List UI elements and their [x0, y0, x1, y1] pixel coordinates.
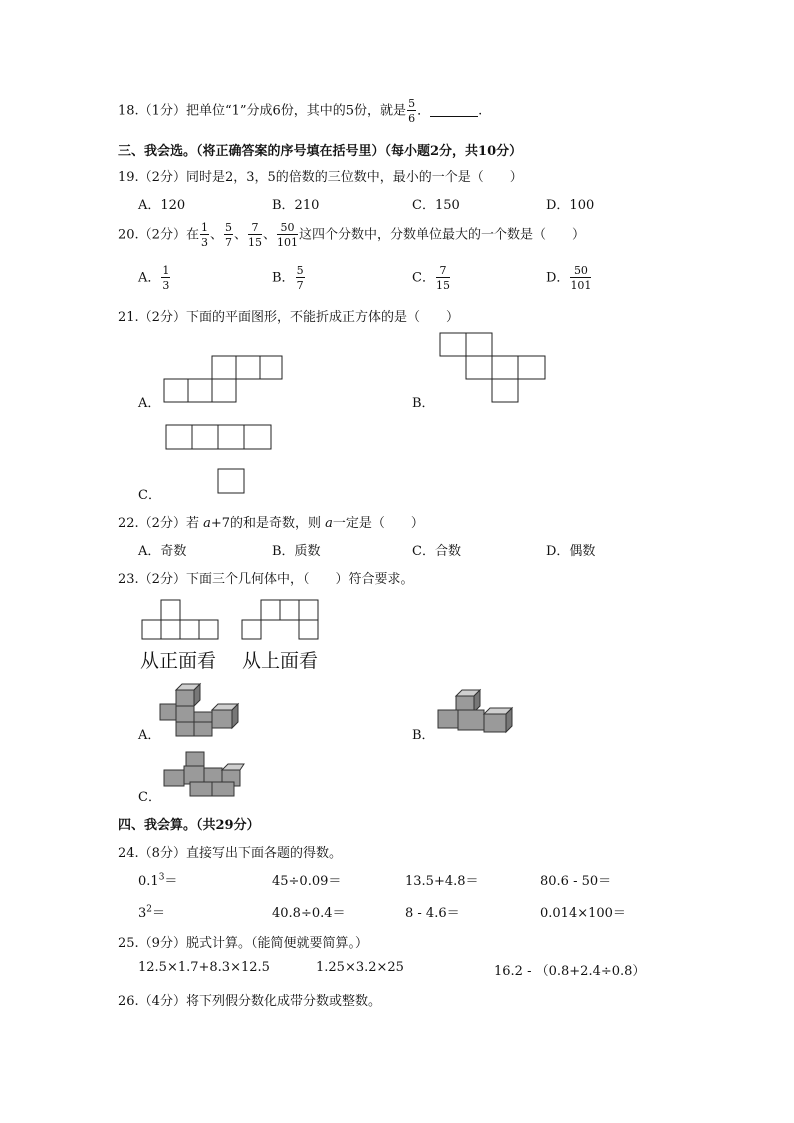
calc-item: $0.1^3=$	[138, 872, 178, 889]
section-heading-4: 四、我会算。（共29分）	[118, 818, 260, 833]
question-24: 24.（8分）直接写出下面各题的得数。	[118, 846, 342, 861]
question-22: 22.（2分）若 a+7的和是奇数，则 a一定是（ ）	[118, 516, 424, 531]
calc-item: 12.5×1.7+8.3×12.5	[138, 960, 270, 975]
cube-net-b	[440, 333, 550, 405]
solid-b-figure	[438, 688, 518, 736]
calc-item: 0.014×100＝	[540, 906, 626, 921]
option-d[interactable]: D．100	[546, 198, 595, 213]
question-23: 23.（2分）下面三个几何体中，（ ）符合要求。	[118, 572, 414, 587]
calc-item: $3^2=$	[138, 904, 166, 921]
calc-item: 80.6 - 50＝	[540, 874, 612, 889]
question-25: 25.（9分）脱式计算。（能简便就要简算。）	[118, 936, 368, 951]
solid-c-figure	[164, 752, 248, 798]
option-b[interactable]: B． $\frac{5}{7}$	[272, 264, 304, 292]
fraction: $\frac{5}{6}$	[408, 97, 416, 125]
answer-blank[interactable]	[430, 116, 478, 117]
option-a[interactable]: A． $\frac{1}{3}$	[138, 264, 170, 292]
calc-item: 13.5+4.8＝	[405, 874, 479, 889]
calc-item: 16.2 - （0.8+2.4÷0.8）	[494, 964, 646, 979]
option-a[interactable]: A．	[138, 728, 161, 743]
front-view-figure	[142, 600, 222, 642]
option-a[interactable]: A．	[138, 396, 161, 411]
calc-item: 1.25×3.2×25	[316, 960, 404, 975]
question-21: 21.（2分）下面的平面图形，不能折成正方体的是（ ）	[118, 310, 459, 325]
option-a[interactable]: A．奇数	[138, 544, 187, 559]
option-c[interactable]: C．	[138, 790, 161, 805]
calc-item: 40.8÷0.4＝	[272, 906, 346, 921]
option-c[interactable]: C．合数	[412, 544, 461, 559]
question-18: 18.（1分）把单位“1”分成6份，其中的5份，就是 $\frac{5}{6}$ ． .	[118, 97, 483, 125]
top-view-label: 从上面看	[242, 650, 319, 672]
option-c[interactable]: C． $\frac{7}{15}$	[412, 264, 450, 292]
option-c[interactable]: C．	[138, 488, 161, 503]
option-a[interactable]: A．120	[138, 198, 186, 213]
question-19: 19.（2分）同时是2，3，5的倍数的三位数中，最小的一个是（ ）	[118, 170, 523, 185]
top-view-figure	[242, 600, 322, 642]
cube-net-a	[164, 356, 284, 406]
option-b[interactable]: B．	[412, 728, 435, 743]
question-26: 26.（4分）将下列假分数化成带分数或整数。	[118, 994, 381, 1009]
option-b[interactable]: B．质数	[272, 544, 321, 559]
solid-a-figure	[160, 684, 242, 738]
option-c[interactable]: C．150	[412, 198, 460, 213]
calc-item: 45÷0.09＝	[272, 874, 342, 889]
option-b[interactable]: B．210	[272, 198, 320, 213]
cube-net-c	[166, 425, 276, 495]
option-d[interactable]: D． $\frac{50}{101}$	[546, 264, 592, 292]
option-d[interactable]: D．偶数	[546, 544, 596, 559]
question-20: 20.（2分）在 $\frac{1}{3}$ 、 $\frac{5}{7}$ 、 $\frac{7}{15}$ 、 $\frac{50}{101}$ 这四个分数中，分数单位最大的一个数是（ ）	[118, 221, 586, 249]
section-heading-3: 三、我会选。（将正确答案的序号填在括号里）（每小题2分，共10分）	[118, 144, 523, 159]
front-view-label: 从正面看	[140, 650, 217, 672]
calc-item: 8 - 4.6＝	[405, 906, 460, 921]
option-b[interactable]: B．	[412, 396, 435, 411]
